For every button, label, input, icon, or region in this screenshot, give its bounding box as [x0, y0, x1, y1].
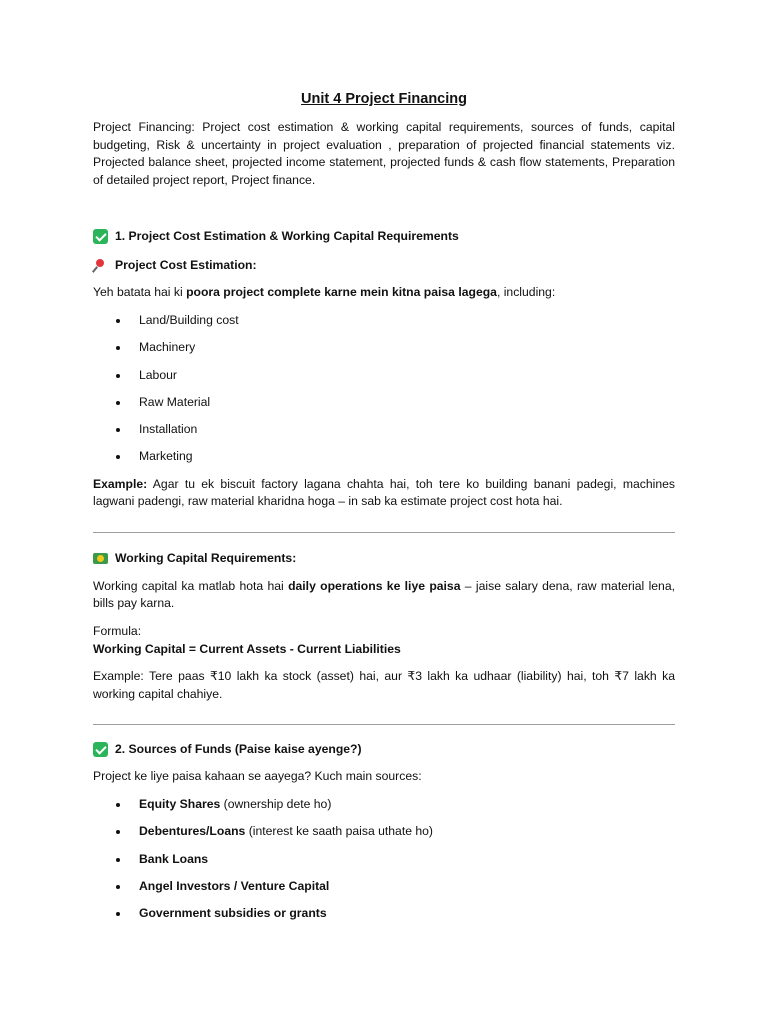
list-item: [93, 878, 675, 896]
list-item: [93, 796, 675, 814]
section-2-heading: [93, 740, 675, 758]
list-item: [93, 905, 675, 923]
list-item: Installation: [93, 421, 675, 439]
project-cost-description: [93, 284, 675, 302]
section-1-heading-text: 1. Project Cost Estimation & Working Capital Requirements: [115, 229, 459, 244]
sources-list: [93, 796, 675, 923]
check-mark-icon: [93, 229, 108, 244]
desc-bold-text: daily operations ke liye paisa: [288, 578, 461, 593]
check-mark-icon: [93, 742, 108, 757]
list-item: Labour: [93, 367, 675, 385]
working-capital-description: [93, 578, 675, 613]
money-icon: [93, 553, 108, 564]
list-item: [93, 851, 675, 869]
working-capital-example: Example: Tere paas ₹10 lakh ka stock (asset) hai, aur ₹3 lakh ka udhaar (liability) hai, toh ₹7 lakh ka working capital chahiye.: [93, 669, 675, 701]
example-label: Example:: [93, 476, 148, 491]
divider: [93, 532, 675, 533]
source-note: (interest ke saath paisa uthate ho): [245, 824, 433, 839]
project-cost-list: [93, 312, 675, 466]
project-cost-example: [93, 476, 675, 511]
example-text: Agar tu ek biscuit factory lagana chahta hai, toh tere ko building banani padegi, machines lagwani padengi, raw material kharidna hoga – in sab ka estimate project cost hota hai.: [93, 476, 675, 509]
document-title: Unit 4 Project Financing: [301, 91, 467, 107]
desc-text: Working capital ka matlab hota hai: [93, 578, 289, 593]
source-name: Equity Shares: [139, 797, 221, 811]
pushpin-icon: [93, 258, 108, 273]
list-item: Land/Building cost: [93, 312, 675, 330]
sources-description: Project ke liye paisa kahaan se aayega? Kuch main sources:: [93, 769, 422, 784]
project-cost-subheading: [93, 256, 675, 274]
intro-paragraph: Project Financing: Project cost estimation & working capital requirements, sources of funds, capital budgeting, Risk & uncertainty in project evaluation , preparation of projected financial statements viz. Projected balance sheet, projected income statement, projected funds & cash flow statements, Preparation of detailed project report, Project finance.: [93, 120, 675, 187]
document-page: [93, 89, 675, 932]
list-item: Raw Material: [93, 394, 675, 412]
project-cost-subheading-text: Project Cost Estimation:: [115, 258, 257, 273]
source-name: Government subsidies or grants: [139, 906, 327, 921]
section-1-heading: [93, 227, 675, 245]
desc-text: – jaise salary dena, raw material lena, bills pay karna.: [93, 578, 675, 611]
desc-text: Yeh batata hai ki: [93, 285, 187, 300]
source-name: Debentures/Loans: [139, 824, 246, 839]
list-item: Machinery: [93, 339, 675, 357]
formula-label: Formula:: [93, 624, 142, 639]
divider: [93, 724, 675, 725]
source-name: Angel Investors / Venture Capital: [139, 878, 330, 893]
list-item: [93, 823, 675, 841]
formula: [93, 641, 675, 659]
desc-bold-text: poora project complete karne mein kitna paisa lagega: [186, 285, 497, 300]
working-capital-heading: [93, 549, 675, 567]
working-capital-heading-text: Working Capital Requirements:: [115, 550, 297, 565]
list-item: Marketing: [93, 448, 675, 466]
desc-text: , including:: [496, 285, 556, 300]
source-note: (ownership dete ho): [220, 797, 332, 811]
source-name: Bank Loans: [139, 851, 209, 866]
formula-text: Working Capital = Current Assets - Current Liabilities: [93, 641, 401, 656]
section-2-heading-text: 2. Sources of Funds (Paise kaise ayenge?): [115, 742, 362, 757]
